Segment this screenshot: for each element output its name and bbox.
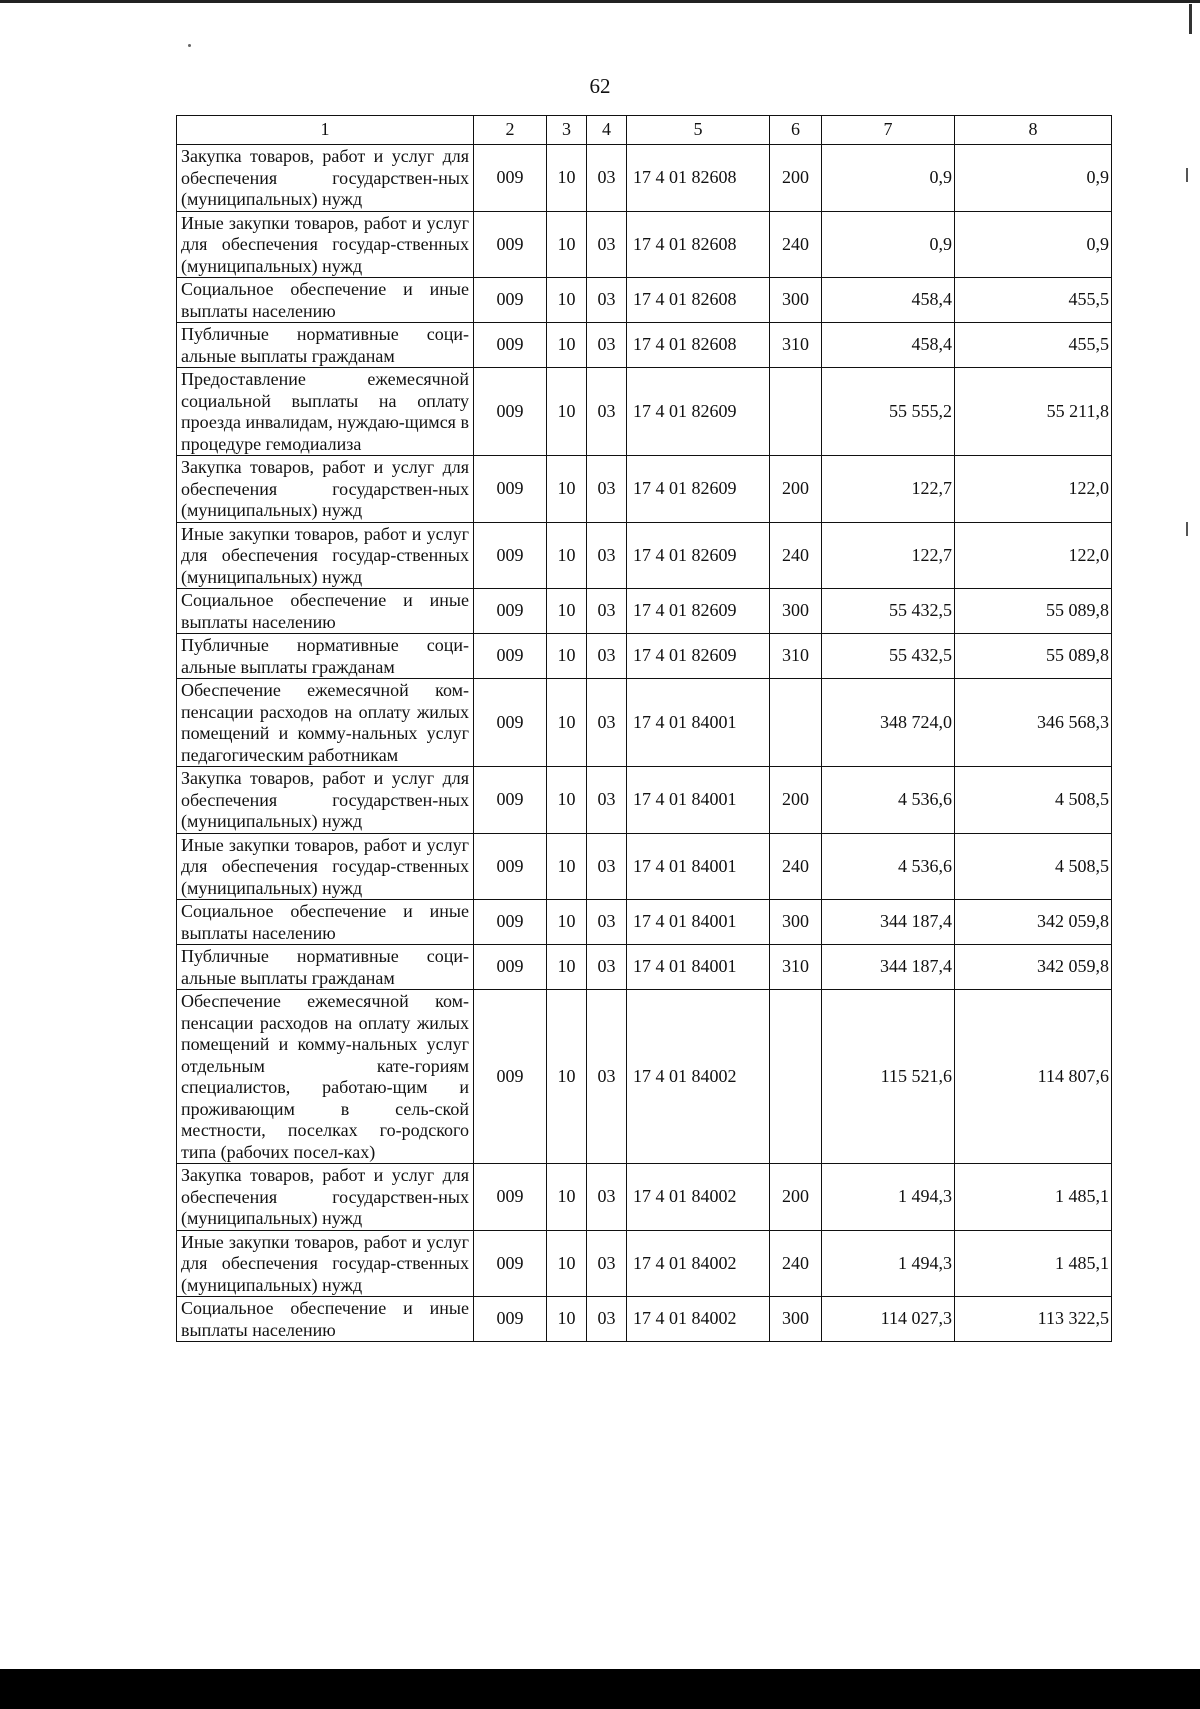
header-row xyxy=(177,116,1112,145)
cell-col5: 17 4 01 82608 xyxy=(627,211,770,278)
column-header: 2 xyxy=(474,116,547,145)
cell-col7: 55 555,2 xyxy=(822,368,955,456)
table-row xyxy=(177,211,1112,278)
cell-col5: 17 4 01 84002 xyxy=(627,1297,770,1342)
scan-edge-mark xyxy=(1189,4,1192,34)
column-header: 5 xyxy=(627,116,770,145)
cell-col6: 240 xyxy=(770,522,822,589)
table-row xyxy=(177,1164,1112,1231)
cell-col6: 200 xyxy=(770,767,822,834)
row-name: Публичные нормативные соци-альные выплаты гражданам xyxy=(177,634,474,679)
cell-col3: 10 xyxy=(547,145,587,212)
cell-col2: 009 xyxy=(474,1164,547,1231)
cell-col3: 10 xyxy=(547,522,587,589)
column-header: 7 xyxy=(822,116,955,145)
cell-col5: 17 4 01 82609 xyxy=(627,522,770,589)
row-name: Обеспечение ежемесячной ком-пенсации расходов на оплату жилых помещений и комму-нальных услуг педагогическим работникам xyxy=(177,679,474,767)
row-name: Обеспечение ежемесячной ком-пенсации расходов на оплату жилых помещений и комму-нальных услуг отдельным кате-гориям специалистов, работаю-щим и проживающим в сель-ской местности, поселках го-родского типа (рабочих посел-ках) xyxy=(177,990,474,1164)
cell-col7: 115 521,6 xyxy=(822,990,955,1164)
cell-col3: 10 xyxy=(547,990,587,1164)
budget-table xyxy=(176,115,1112,1342)
cell-col7: 114 027,3 xyxy=(822,1297,955,1342)
cell-col4: 03 xyxy=(587,323,627,368)
cell-col2: 009 xyxy=(474,278,547,323)
cell-col8: 455,5 xyxy=(955,323,1112,368)
scan-edge-mark xyxy=(1186,168,1188,182)
cell-col4: 03 xyxy=(587,990,627,1164)
column-header: 8 xyxy=(955,116,1112,145)
cell-col4: 03 xyxy=(587,1230,627,1297)
cell-col6: 200 xyxy=(770,456,822,523)
cell-col3: 10 xyxy=(547,278,587,323)
cell-col5: 17 4 01 82608 xyxy=(627,278,770,323)
cell-col6: 300 xyxy=(770,900,822,945)
cell-col7: 344 187,4 xyxy=(822,945,955,990)
row-name: Закупка товаров, работ и услуг для обеспечения государствен-ных (муниципальных) нужд xyxy=(177,145,474,212)
cell-col2: 009 xyxy=(474,589,547,634)
table-row xyxy=(177,1230,1112,1297)
cell-col5: 17 4 01 82609 xyxy=(627,368,770,456)
cell-col4: 03 xyxy=(587,522,627,589)
cell-col2: 009 xyxy=(474,945,547,990)
cell-col2: 009 xyxy=(474,990,547,1164)
cell-col8: 0,9 xyxy=(955,211,1112,278)
cell-col5: 17 4 01 82608 xyxy=(627,323,770,368)
cell-col3: 10 xyxy=(547,323,587,368)
cell-col2: 009 xyxy=(474,145,547,212)
cell-col4: 03 xyxy=(587,456,627,523)
cell-col5: 17 4 01 84001 xyxy=(627,833,770,900)
row-name: Социальное обеспечение и иные выплаты населению xyxy=(177,900,474,945)
cell-col6 xyxy=(770,679,822,767)
cell-col7: 1 494,3 xyxy=(822,1164,955,1231)
cell-col8: 122,0 xyxy=(955,522,1112,589)
cell-col6: 310 xyxy=(770,634,822,679)
cell-col8: 342 059,8 xyxy=(955,900,1112,945)
cell-col8: 342 059,8 xyxy=(955,945,1112,990)
cell-col8: 4 508,5 xyxy=(955,767,1112,834)
column-header: 3 xyxy=(547,116,587,145)
cell-col3: 10 xyxy=(547,1164,587,1231)
table-row xyxy=(177,1297,1112,1342)
scan-bottom-edge xyxy=(0,1669,1200,1709)
cell-col2: 009 xyxy=(474,634,547,679)
cell-col3: 10 xyxy=(547,634,587,679)
cell-col6: 240 xyxy=(770,833,822,900)
cell-col4: 03 xyxy=(587,900,627,945)
cell-col2: 009 xyxy=(474,456,547,523)
cell-col5: 17 4 01 84001 xyxy=(627,679,770,767)
scan-top-edge xyxy=(0,0,1200,3)
cell-col7: 0,9 xyxy=(822,211,955,278)
table-row xyxy=(177,833,1112,900)
cell-col2: 009 xyxy=(474,833,547,900)
cell-col4: 03 xyxy=(587,679,627,767)
cell-col7: 122,7 xyxy=(822,456,955,523)
cell-col6: 300 xyxy=(770,278,822,323)
cell-col6: 300 xyxy=(770,589,822,634)
cell-col7: 4 536,6 xyxy=(822,767,955,834)
scan-speck xyxy=(188,44,191,47)
row-name: Иные закупки товаров, работ и услуг для обеспечения государ-ственных (муниципальных) нужд xyxy=(177,211,474,278)
cell-col7: 344 187,4 xyxy=(822,900,955,945)
cell-col5: 17 4 01 82609 xyxy=(627,634,770,679)
row-name: Иные закупки товаров, работ и услуг для обеспечения государ-ственных (муниципальных) нужд xyxy=(177,833,474,900)
cell-col5: 17 4 01 84001 xyxy=(627,767,770,834)
cell-col2: 009 xyxy=(474,1297,547,1342)
cell-col4: 03 xyxy=(587,767,627,834)
cell-col2: 009 xyxy=(474,522,547,589)
table-row xyxy=(177,278,1112,323)
cell-col7: 4 536,6 xyxy=(822,833,955,900)
cell-col3: 10 xyxy=(547,1297,587,1342)
table-row xyxy=(177,323,1112,368)
cell-col3: 10 xyxy=(547,945,587,990)
cell-col8: 114 807,6 xyxy=(955,990,1112,1164)
cell-col4: 03 xyxy=(587,211,627,278)
row-name: Социальное обеспечение и иные выплаты населению xyxy=(177,589,474,634)
table-row xyxy=(177,679,1112,767)
table-row xyxy=(177,589,1112,634)
cell-col7: 458,4 xyxy=(822,278,955,323)
cell-col5: 17 4 01 82609 xyxy=(627,456,770,523)
cell-col4: 03 xyxy=(587,589,627,634)
cell-col6: 300 xyxy=(770,1297,822,1342)
cell-col8: 122,0 xyxy=(955,456,1112,523)
cell-col4: 03 xyxy=(587,634,627,679)
cell-col8: 346 568,3 xyxy=(955,679,1112,767)
cell-col8: 55 089,8 xyxy=(955,589,1112,634)
cell-col7: 122,7 xyxy=(822,522,955,589)
cell-col3: 10 xyxy=(547,900,587,945)
cell-col6: 240 xyxy=(770,1230,822,1297)
cell-col8: 113 322,5 xyxy=(955,1297,1112,1342)
table-row xyxy=(177,945,1112,990)
cell-col6: 240 xyxy=(770,211,822,278)
cell-col2: 009 xyxy=(474,767,547,834)
cell-col6: 200 xyxy=(770,1164,822,1231)
cell-col2: 009 xyxy=(474,368,547,456)
cell-col7: 348 724,0 xyxy=(822,679,955,767)
cell-col2: 009 xyxy=(474,900,547,945)
cell-col7: 1 494,3 xyxy=(822,1230,955,1297)
cell-col8: 55 089,8 xyxy=(955,634,1112,679)
cell-col3: 10 xyxy=(547,833,587,900)
row-name: Иные закупки товаров, работ и услуг для обеспечения государ-ственных (муниципальных) нужд xyxy=(177,522,474,589)
row-name: Публичные нормативные соци-альные выплаты гражданам xyxy=(177,323,474,368)
cell-col8: 1 485,1 xyxy=(955,1230,1112,1297)
cell-col4: 03 xyxy=(587,1164,627,1231)
cell-col6 xyxy=(770,368,822,456)
cell-col6: 310 xyxy=(770,945,822,990)
table-row xyxy=(177,522,1112,589)
cell-col3: 10 xyxy=(547,211,587,278)
cell-col5: 17 4 01 84001 xyxy=(627,945,770,990)
cell-col6: 310 xyxy=(770,323,822,368)
cell-col7: 55 432,5 xyxy=(822,589,955,634)
cell-col4: 03 xyxy=(587,833,627,900)
cell-col5: 17 4 01 84002 xyxy=(627,990,770,1164)
cell-col2: 009 xyxy=(474,323,547,368)
scan-edge-mark xyxy=(1186,522,1188,536)
cell-col8: 55 211,8 xyxy=(955,368,1112,456)
cell-col5: 17 4 01 84002 xyxy=(627,1230,770,1297)
cell-col3: 10 xyxy=(547,679,587,767)
cell-col6 xyxy=(770,990,822,1164)
table-row xyxy=(177,456,1112,523)
cell-col2: 009 xyxy=(474,1230,547,1297)
cell-col4: 03 xyxy=(587,278,627,323)
row-name: Иные закупки товаров, работ и услуг для обеспечения государ-ственных (муниципальных) нужд xyxy=(177,1230,474,1297)
cell-col5: 17 4 01 84002 xyxy=(627,1164,770,1231)
row-name: Социальное обеспечение и иные выплаты населению xyxy=(177,1297,474,1342)
column-header: 6 xyxy=(770,116,822,145)
row-name: Закупка товаров, работ и услуг для обеспечения государствен-ных (муниципальных) нужд xyxy=(177,1164,474,1231)
cell-col3: 10 xyxy=(547,767,587,834)
cell-col8: 455,5 xyxy=(955,278,1112,323)
row-name: Публичные нормативные соци-альные выплаты гражданам xyxy=(177,945,474,990)
cell-col8: 0,9 xyxy=(955,145,1112,212)
cell-col5: 17 4 01 82608 xyxy=(627,145,770,212)
table-row xyxy=(177,990,1112,1164)
cell-col4: 03 xyxy=(587,1297,627,1342)
cell-col5: 17 4 01 82609 xyxy=(627,589,770,634)
cell-col4: 03 xyxy=(587,368,627,456)
column-header: 4 xyxy=(587,116,627,145)
cell-col5: 17 4 01 84001 xyxy=(627,900,770,945)
table-row xyxy=(177,900,1112,945)
table-row xyxy=(177,767,1112,834)
cell-col8: 1 485,1 xyxy=(955,1164,1112,1231)
table-row xyxy=(177,368,1112,456)
table-row xyxy=(177,634,1112,679)
cell-col3: 10 xyxy=(547,1230,587,1297)
row-name: Социальное обеспечение и иные выплаты населению xyxy=(177,278,474,323)
cell-col8: 4 508,5 xyxy=(955,833,1112,900)
cell-col6: 200 xyxy=(770,145,822,212)
cell-col7: 458,4 xyxy=(822,323,955,368)
cell-col4: 03 xyxy=(587,145,627,212)
cell-col2: 009 xyxy=(474,211,547,278)
cell-col3: 10 xyxy=(547,589,587,634)
row-name: Предоставление ежемесячной социальной выплаты на оплату проезда инвалидам, нуждаю-щимся в процедуре гемодиализа xyxy=(177,368,474,456)
page-number: 62 xyxy=(589,74,611,98)
row-name: Закупка товаров, работ и услуг для обеспечения государствен-ных (муниципальных) нужд xyxy=(177,767,474,834)
cell-col7: 0,9 xyxy=(822,145,955,212)
cell-col3: 10 xyxy=(547,456,587,523)
cell-col2: 009 xyxy=(474,679,547,767)
table-row xyxy=(177,145,1112,212)
row-name: Закупка товаров, работ и услуг для обеспечения государствен-ных (муниципальных) нужд xyxy=(177,456,474,523)
cell-col7: 55 432,5 xyxy=(822,634,955,679)
table-body xyxy=(177,116,1112,1342)
column-header: 1 xyxy=(177,116,474,145)
cell-col3: 10 xyxy=(547,368,587,456)
cell-col4: 03 xyxy=(587,945,627,990)
